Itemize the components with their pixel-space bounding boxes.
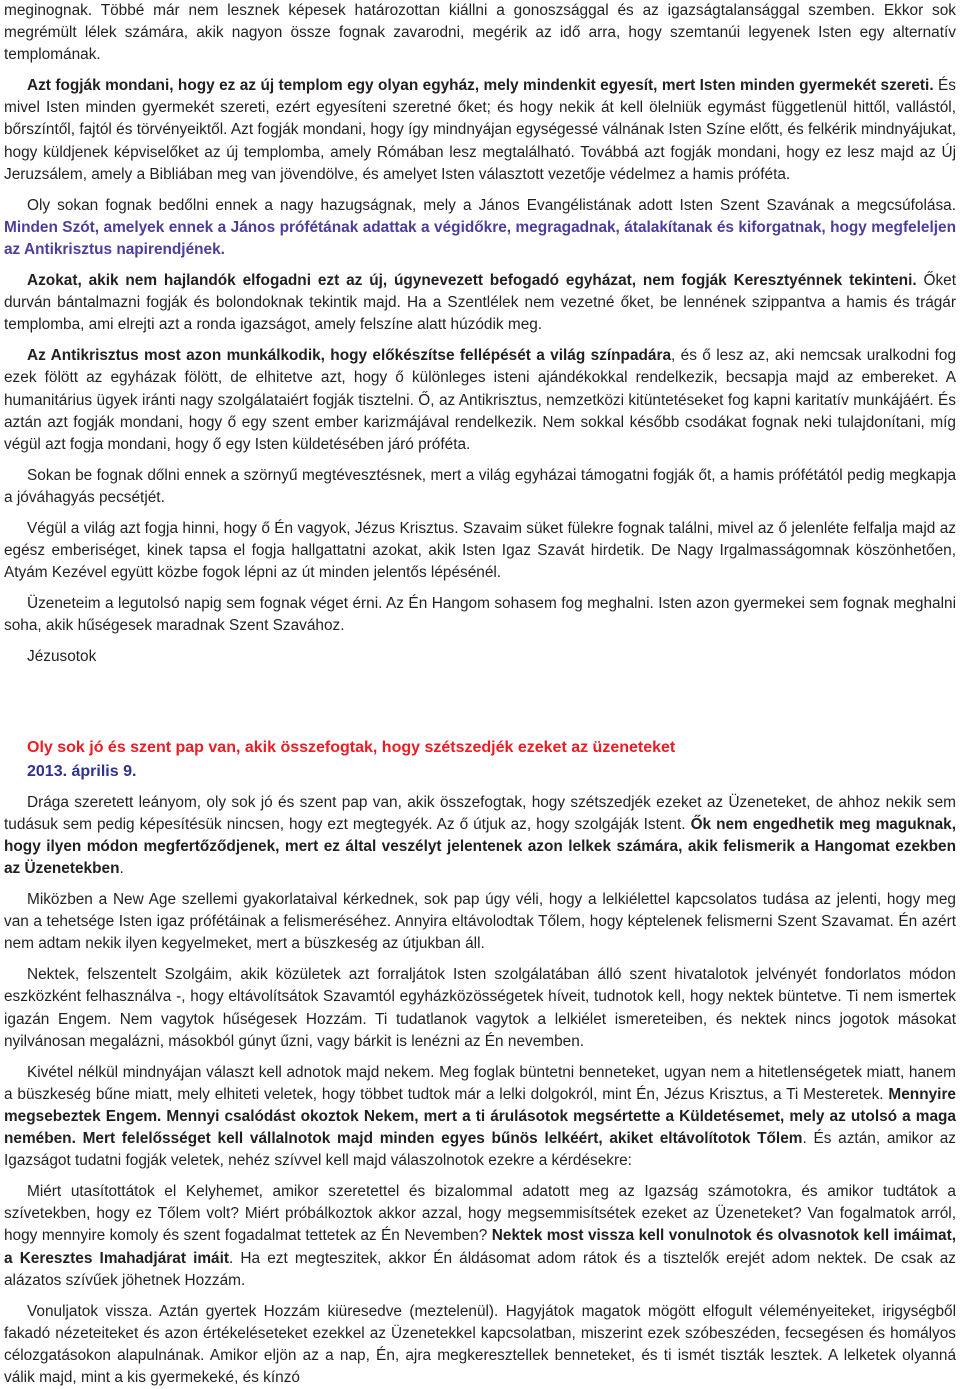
paragraph <box>4 518 956 584</box>
paragraph <box>4 889 956 955</box>
bold-text-run: Mennyire megsebeztek Engem. Mennyi csalódást okoztok Nekem, mert a ti árulásotok megsértette a Küldetésemet, mely az utolsó a maga nemében. Mert felelősséget kell vállalnotok majd minden egyes bűnös lelkéért, akiket eltávolítotok Tőlem <box>4 1085 956 1148</box>
text-run: Üzeneteim a legutolsó napig sem fognak véget érni. Az Én Hangom sohasem fog meghalni. Isten azon gyermekei sem fognak meghalni soha, akik hűségesek maradnak Szent Szavához. <box>4 595 956 635</box>
paragraph <box>4 593 956 637</box>
bold-text-run: Azt fogják mondani, hogy ez az új templom egy olyan egyház, mely mindenkit egyesít, mert Isten minden gyermekét szereti. <box>27 77 934 95</box>
text-run: Oly sokan fognak bedőlni ennek a nagy hazugságnak, mely a János Evangélistának adott Isten Szent Szavának a megcsúfolása. <box>27 196 956 214</box>
text-run: Miért utasítottátok el Kelyhemet, amikor szeretettel és bizalommal adatott meg az Igazság számotokra, és amikor tudtátok a szívetekben, hogy ez Tőlem volt? Miért próbálkoztok akkor azzal, hogy megsemmisítsétek ezeket az Üzeneteket? Van fogalmatok arról, hogy mennyire komoly és szent fogadalmat tettetek az Én Nevemben? <box>4 1183 956 1245</box>
bold-text-run: Nektek most vissza kell vonulnotok és olvasnotok kell imáimat, a Keresztes Imahadjárat imáit <box>4 1227 957 1267</box>
bold-text-run: Azokat, akik nem hajlandók elfogadni ezt az új, úgynevezett befogadó egyházat, nem fogják Keresztyénnek tekinteni. <box>27 272 917 290</box>
text-run: meginognak. Többé már nem lesznek képesek határozottan kiállni a gonoszsággal és az igazságtalansággal szemben. Ekkor sok megrémült lélek számára, akik nagyon össze fognak zavarodni, megérik az idő arra, hogy szemtanúi legyenek Isten egy alternatív templomának. <box>4 2 956 64</box>
text-run: Oly sok jó és szent pap van, akik összefogtak, hogy szétszedjék ezeket az üzeneteket <box>27 738 676 756</box>
text-run: Miközben a New Age szellemi gyakorlataival kérkednek, sok pap úgy véli, hogy a lelkiélettel kapcsolatos tudása az jelenti, hogy meg van a tehetsége Isten igaz prófétáinak a felismeréséhez. Annyira eltávolodtak Tőlem, hogy képtelenek felismerni Szent Szavamat. Én azért nem adtam nekik ilyen kegyelmeket, mert a büszkeség az útjukban áll. <box>4 891 956 953</box>
section-title <box>4 737 956 759</box>
text-run: . Ha ezt megteszitek, akkor Én áldásomat adom rátok és a tisztelők erejét adom nektek. De csak az alázatos szívűek jöhetnek Hozzám. <box>4 1249 956 1289</box>
text-run: . És aztán, amikor az Igazságot tudatni fogják veletek, nehéz szívvel kell majd válaszolnotok ezekre a kérdésekre: <box>4 1130 956 1170</box>
text-run: Őket durván bántalmazni fogják és bolondoknak tekintik majd. Ha a Szentlélek nem vezetné őket, be lennének szippantva a hamis és trágár templomba, ami elrejti azt a ronda igazságot, amely felszíne alatt húzódik meg. <box>4 272 956 334</box>
paragraph <box>4 0 956 66</box>
paragraph <box>4 1181 956 1291</box>
document-page <box>4 0 956 1389</box>
paragraph <box>4 270 956 336</box>
paragraph <box>4 1301 956 1389</box>
text-run: Végül a világ azt fogja hinni, hogy ő Én vagyok, Jézus Krisztus. Szavaim süket fülekre fognak találni, mivel az ő jelenléte felfalja majd az egész emberiséget, kinek tapsa el fogja hallgattatni azokat, akik Isten Igaz Szavát hirdetik. De Nagy Irgalmasságomnak köszönhetően, Atyám Kezével együtt közbe fogok lépni az út minden jelentős lépésénél. <box>4 519 956 582</box>
text-run: És mivel Isten minden gyermekét szereti, ezért egyesíteni szeretné őket; és hogy nekik át kell ölelniük egymást függetlenül hittől, vallástól, bőrszíntől, fajtól és törvényeiktől. Azt fogják mondani, hogy így mindnyájan egységessé válnának Isten Színe előtt, és felkérik mindnyájukat, hogy küldjenek képviselőket az új templomba, amely Rómában lesz megtalálható. Továbbá azt fogják mondani, hogy ez lesz majd az Új Jeruzsálem, amely a Bibliában meg van jövendölve, és amelyet Isten választott vezetője védelmez a hamis próféta. <box>4 77 956 183</box>
text-run: Drága szeretett leányom, oly sok jó és szent pap van, akik összefogtak, hogy szétszedjék ezeket az Üzeneteket, de ahhoz nekik sem tudásuk sem pedig képesítésük nincsen, hogy ezt megtegyék. Az ő útjuk az, hogy szolgáják Istent. <box>4 793 956 833</box>
section-date <box>4 761 956 783</box>
text-run: Vonuljatok vissza. Aztán gyertek Hozzám kiüresedve (meztelenül). Hagyjátok magatok mögött elfogult véleményeiteket, irigységből fakadó nézeteiteket és azon értékeléseteket ezekkel az Üzenetekkel kapcsolatban, miszerint ezek szóbeszéden, fecsegésen és homályos célozgatásokon alapulnának. Amikor eljön az a nap, Én, ajra megkeresztellek benneteket, és ti ismét tiszták lesztek. A lelketek olyanná válik majd, mint a kis gyermekeké, és kínzó <box>4 1302 956 1386</box>
text-run: Sokan be fognak dőlni ennek a szörnyű megtévesztésnek, mert a világ egyházai támogatni fogják őt, a hamis prófétától pedig megkapja a jóváhagyás pecsétjét. <box>4 466 956 506</box>
bold-text-run: Ők nem engedhetik meg maguknak, hogy ilyen módon megfertőződjenek, mert ez által veszélyt jelentenek azon lelkek számára, akik felismerik a Hangomat ezekben az Üzenetekben <box>4 815 956 877</box>
paragraph <box>4 465 956 509</box>
paragraph <box>4 345 956 455</box>
paragraph <box>4 646 956 668</box>
paragraph <box>4 75 956 185</box>
paragraph <box>4 195 956 261</box>
text-run: . <box>119 860 124 877</box>
text-run: 2013. április 9. <box>27 762 137 780</box>
paragraph <box>4 964 956 1052</box>
text-run: Jézusotok <box>27 648 97 666</box>
paragraph <box>4 792 956 880</box>
bold-text-run: Az Antikrisztus most azon munkálkodik, hogy előkészítse fellépését a világ színpadára <box>27 347 672 365</box>
text-run: Nektek, felszentelt Szolgáim, akik közületek azt forraljátok Isten szolgálatában álló szent hivatalotok jelvényét fondorlatos módon eszközként felhasználva -, hogy eltávolítsátok Szavamtól egyházközösségetek híveit, tudnotok kell, hogy nektek büntetve. Ti nem ismertek igazán Engem. Nem vagytok hűségesek Hozzám. Ti tudatlanok vagytok a lelkiélet ismereteiben, és nektek nincs jogotok másokat nyilvánosan megalázni, másokból gúnyt űzni, vagy bárkit is lenézni az Én nevemben. <box>4 966 956 1050</box>
paragraph <box>4 1062 956 1172</box>
text-run: Kivétel nélkül mindnyájan választ kell adnotok majd nekem. Meg foglak büntetni benneteket, ugyan nem a hitetlenségetek miatt, hanem a büszkeség bűne miatt, mely elhiteti veletek, hogy többet tudtok már a lelki dolgokról, mint Én, Jézus Krisztus, a Ti Mesteretek. <box>4 1063 956 1103</box>
text-run: , és ő lesz az, aki nemcsak uralkodni fog ezek fölött az egyházak fölött, de elhitetve azt, hogy ő különleges isteni ajándékokkal rendelkezik, becsapja majd az embereket. A humanitárius ügyek iránti nagy szolgálataiért fogják tisztelni. Ő, az Antikrisztus, nemzetközi kitüntetéseket fog kapni karitatív munkájáért. És aztán azt fogják mondani, hogy ő egy szent ember karizmájával rendelkezik. Nem sokkal később csodákat fognak neki tulajdonítani, míg végül azt fogja mondani, hogy ő egy Isten küldetésében járó próféta. <box>4 347 957 453</box>
highlighted-text-run: Minden Szót, amelyek ennek a János prófétának adattak a végidőkre, megragadnak, átalakítanak és kiforgatnak, hogy megfeleljen az Antikrisztus napirendjének. <box>4 218 956 258</box>
